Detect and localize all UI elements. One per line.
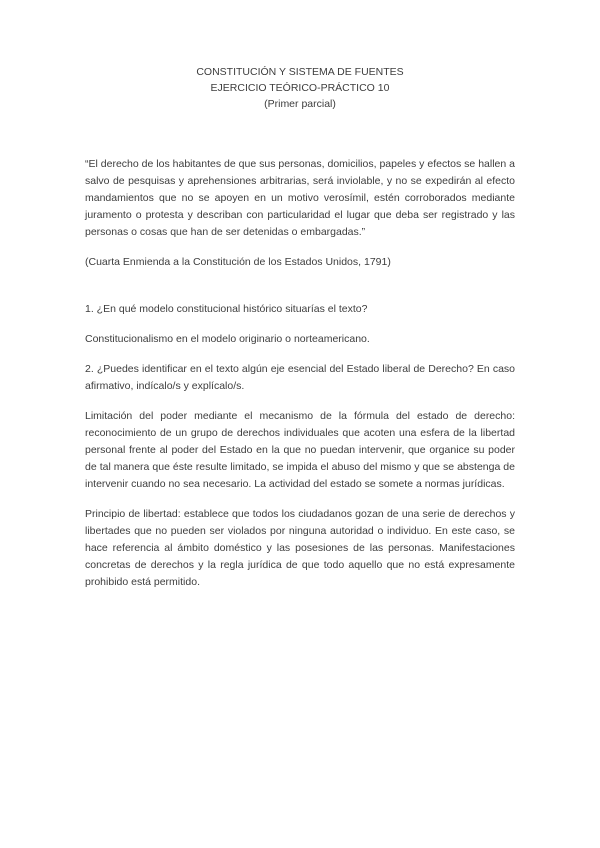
question-1: 1. ¿En qué modelo constitucional histórico situarías el texto?: [85, 303, 368, 315]
citation-line: (Cuarta Enmienda a la Constitución de los Estados Unidos, 1791): [85, 256, 391, 268]
answer-2-paragraph-2: Principio de libertad: establece que todos los ciudadanos gozan de una serie de derechos y libertades que no pueden ser violados por ninguna autoridad o individuo. En este caso, se hace referencia al ámbito doméstico y las posesiones de las personas. Manifestaciones concretas de derechos y la regla jurídica de que todo aquello que no está expresamente prohibido está permitido.: [85, 508, 515, 588]
title-line-2: EJERCICIO TEÓRICO-PRÁCTICO 10: [210, 82, 390, 94]
document-title-block: [85, 64, 515, 112]
answer-1: Constitucionalismo en el modelo originario o norteamericano.: [85, 333, 370, 345]
answer-2-paragraph-1: Limitación del poder mediante el mecanismo de la fórmula del estado de derecho: reconocimiento de un grupo de derechos individuales que acoten una esfera de la libertad personal frente al poder del Estado en la que no puedan intervenir, que organice su poder de tal manera que éste resulte limitado, se impida el abuso del mismo y que se abstenga de intervenir cuando no sea necesario. La actividad del estado se somete a normas jurídicas.: [85, 410, 515, 490]
question-2: 2. ¿Puedes identificar en el texto algún eje esencial del Estado liberal de Derecho? En caso afirmativo, indícalo/s y explícalo/s.: [85, 363, 515, 392]
quote-paragraph: “El derecho de los habitantes de que sus personas, domicilios, papeles y efectos se hallen a salvo de pesquisas y aprehensiones arbitrarias, será inviolable, y no se expedirán al efecto mandamientos que no se apoyen en un motivo verosímil, estén corroborados mediante juramento o protesta y describan con particularidad el lugar que deba ser registrado y las personas o cosas que han de ser detenidas o embargadas.”: [85, 158, 515, 238]
title-line-1: CONSTITUCIÓN Y SISTEMA DE FUENTES: [196, 66, 404, 78]
title-line-3: (Primer parcial): [264, 98, 336, 110]
